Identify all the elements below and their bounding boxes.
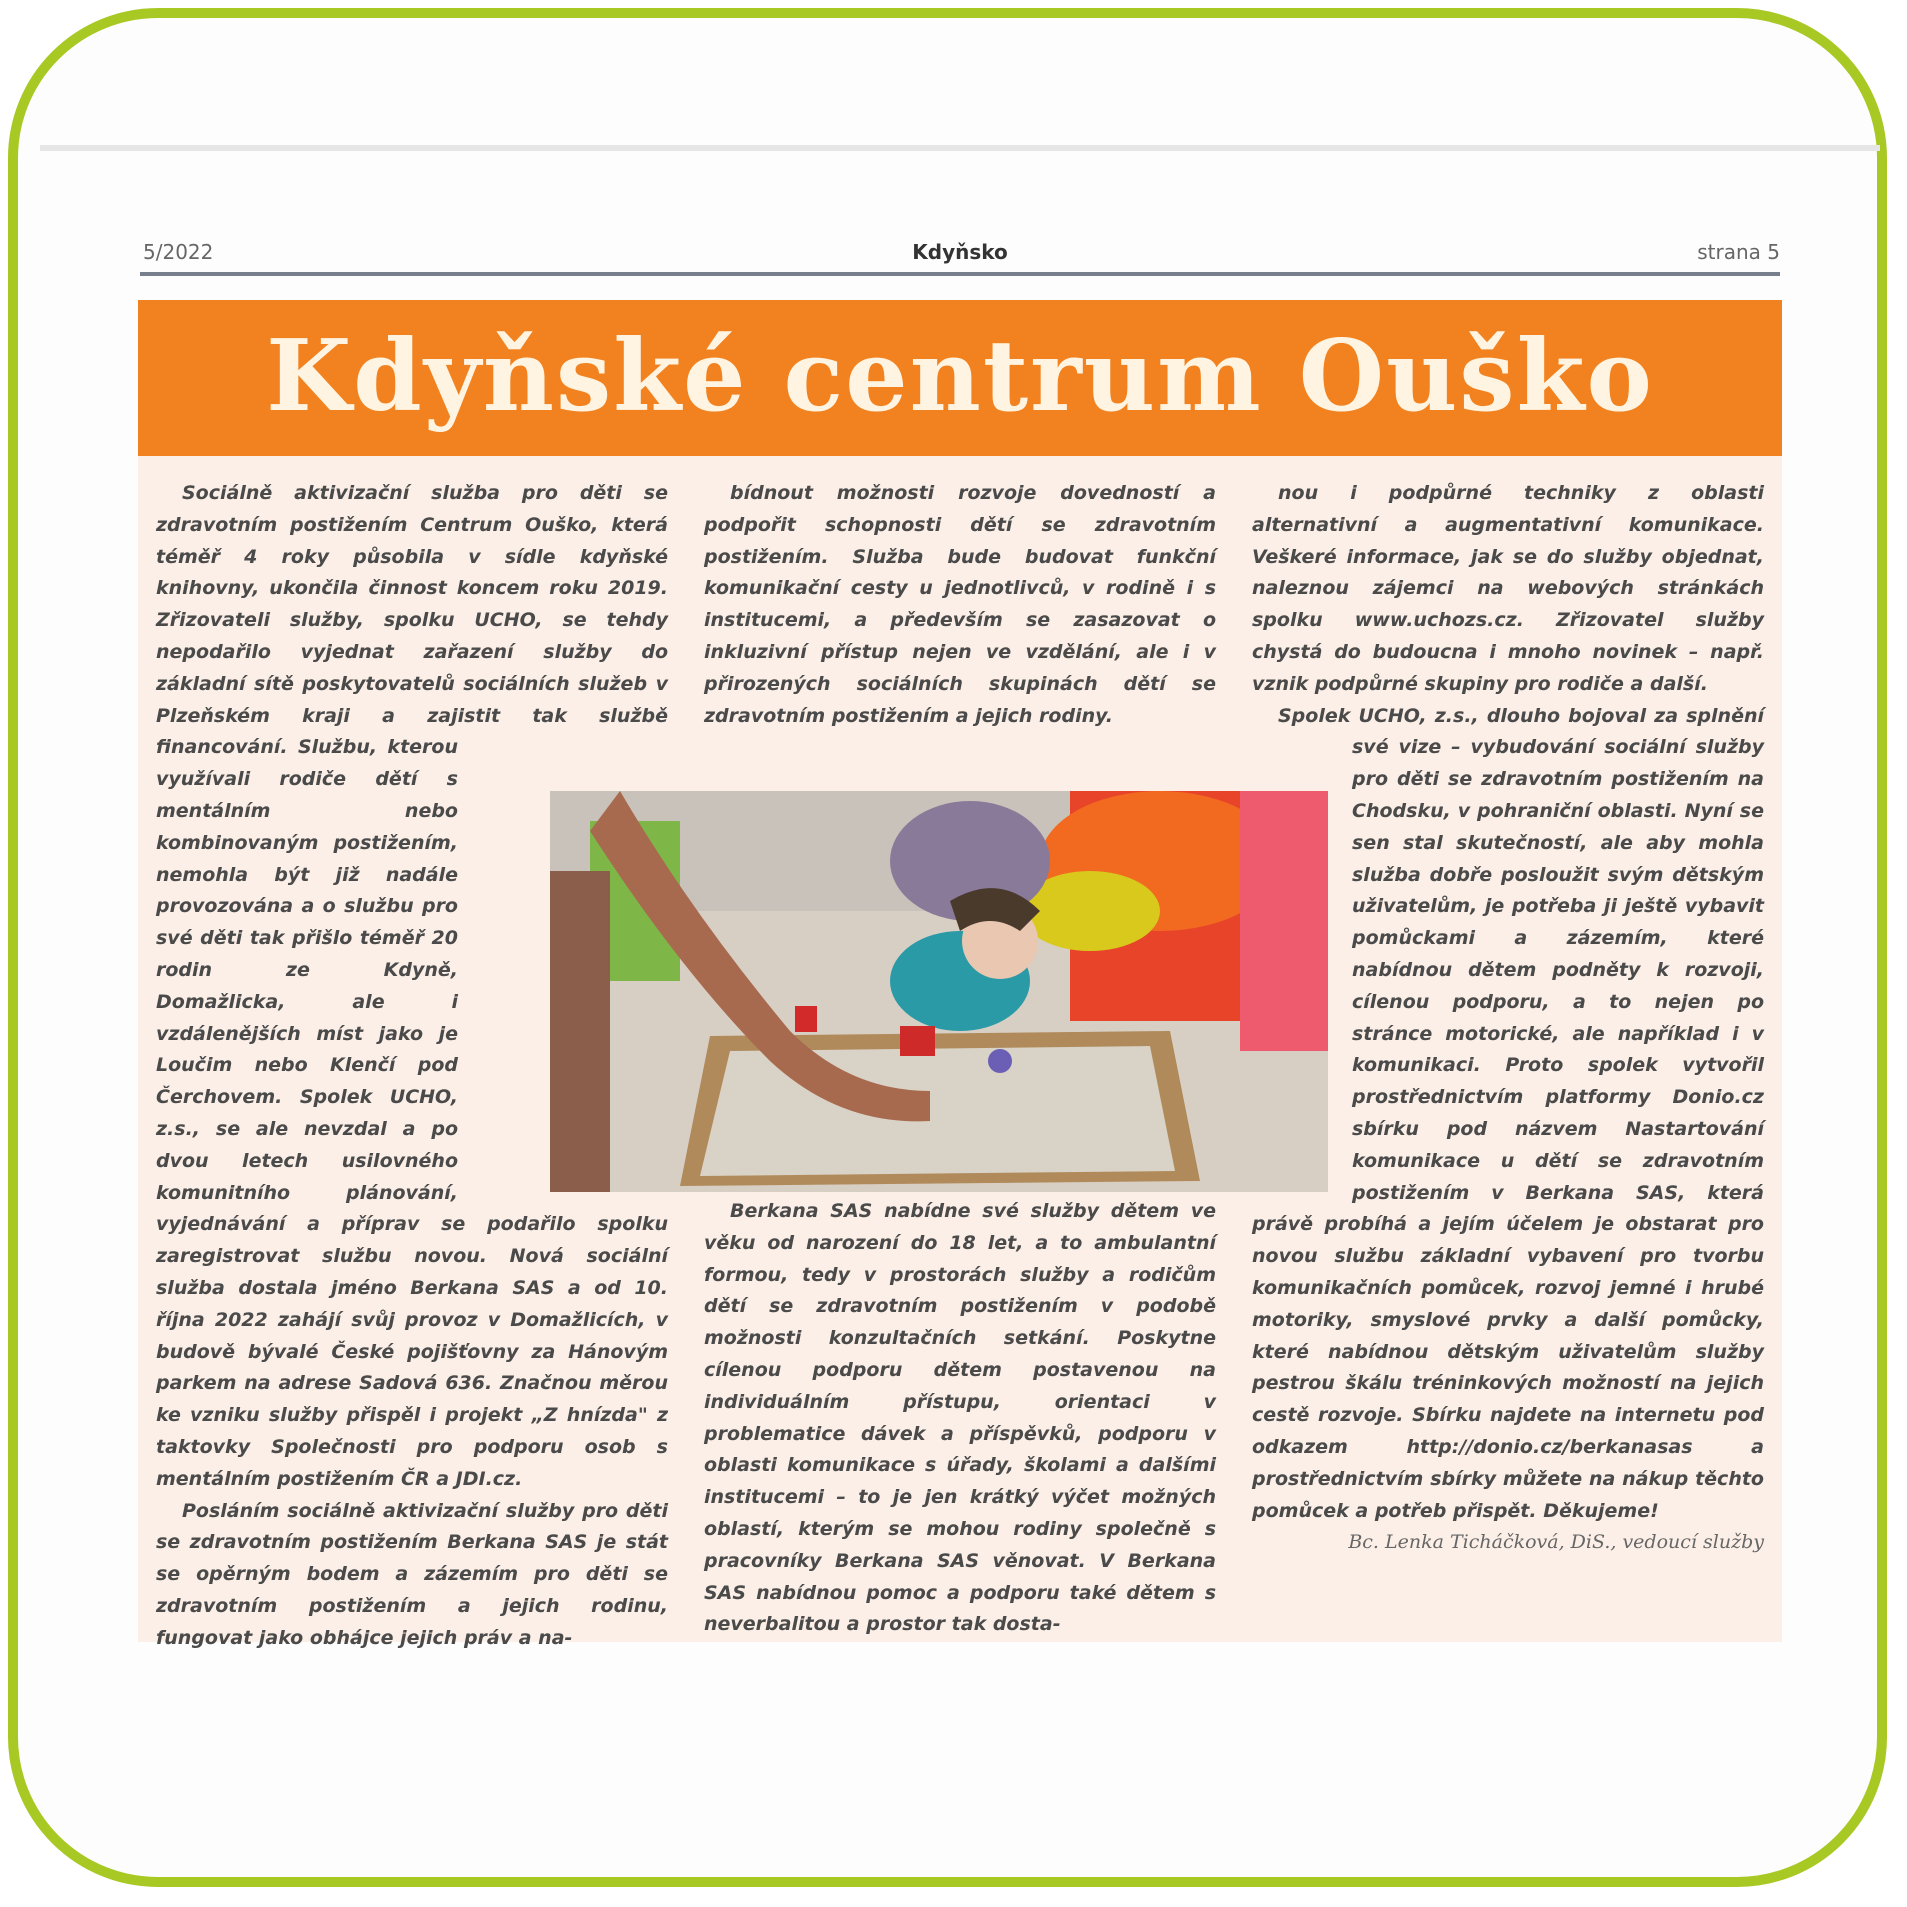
- newspaper-header: [140, 238, 1780, 276]
- paragraph: Spolek UCHO, z.s., dlouho bojoval za splnění své vize – vybudování sociální služby pro děti se zdravotním postižením na Chodsku, v pohraniční oblasti. Nyní se sen stal skutečností, ale aby mohla služba dobře posloužit svým dětským uživatelům, je potřeba ji ještě vybavit pomůckami a zázemím, které nabídnou dětem podněty k rozvoji, cílenou podporu, a to nejen po stránce motorické, ale například i v komunikaci. Proto spolek vytvořil prostřednictvím platformy Donio.cz sbírku pod názvem Nastartování komunikace u dětí se zdravotním postižením v Berkana SAS, která právě probíhá a jejím účelem je obstarat pro novou službu základní vybavení pro tvorbu komunikačních pomůcek, rozvoj jemné i hrubé motoriky, smyslové prvky a další pomůcky, které nabídnou dětským uživatelům služby pestrou škálu tréninkových možností na jejich cestě rozvoje. Sbírku najdete na internetu pod odkazem http://donio.cz/berkanasas a prostřednictvím sbírky můžete na nákup těchto pomůcek a potřeb přispět. Děkujeme!: [1252, 704, 1764, 1522]
- paragraph: Posláním sociálně aktivizační služby pro děti se zdravotním postižením Berkana SAS je stát se opěrným bodem a zázemím pro děti se zdravotním postižením a jejich rodinu, fungovat jako obhájce jejich práv a na-: [156, 1499, 668, 1649]
- paragraph: bídnout možnosti rozvoje dovedností a podpořit schopnosti dětí se zdravotním postižením. Služba bude budovat funkční komunikační cesty u jednotlivců, v rodině i s institucemi, a především se zasazovat o inkluzivní přístup nejen ve vzdělání, ale i v přirozených sociálních skupinách dětí se zdravotním postižením a jejich rodiny.: [704, 482, 1216, 727]
- top-divider: [40, 145, 1880, 151]
- article-column-3: [1252, 478, 1764, 1628]
- paragraph: Sociálně aktivizační služba pro děti se zdravotním postižením Centrum Ouško, která téměř 4 roky působila v sídle kdyňské knihovny, ukončila činnost koncem roku 2019. Zřizovateli služby, spolku UCHO, se tehdy nepodařilo vyjednat zařazení služby do základní sítě poskytovatelů sociálních služeb v Plzeňském kraji a zajistit tak službě financování. Službu, kterou využívali rodiče dětí s mentálním nebo kombinovaným postižením, nemohla být již nadále provozována a o službu pro své děti tak přišlo téměř 20 rodin ze Kdyně, Domažlicka, ale i vzdálenějších míst jako je Loučim nebo Klenčí pod Čerchovem. Spolek UCHO, z.s., se ale nevzdal a po dvou letech usilovného komunitního plánování, vyjednávání a příprav se podařilo spolku zaregistrovat službu novou. Nová sociální služba dostala jméno Berkana SAS a od 10. října 2022 zahájí svůj provoz v Domažlicích, v budově bývalé České pojišťovny za Hánovým parkem na adrese Sadová 636. Značnou měrou ke vzniku služby přispěl i projekt „Z hnízda" z taktovky Společnosti pro podporu osob s mentálním postižením ČR a JDI.cz.: [156, 482, 668, 1490]
- page-number: strana 5: [1697, 240, 1780, 264]
- issue-number: 5/2022: [143, 240, 214, 264]
- paragraph: Berkana SAS nabídne své služby dětem ve věku od narození do 18 let, a to ambulantní formou, tedy v prostorách služby a rodičům dětí se zdravotním postižením v podobě možnosti konzultačních setkání. Poskytne cílenou podporu dětem postavenou na individuálním přístupu, orientaci v problematice dávek a příspěvků, podporu v oblasti komunikace s úřady, školami a dalšími institucemi – to je jen krátký výčet možných oblastí, kterým se mohou rodiny společně s pracovníky Berkana SAS věnovat. V Berkana SAS nabídnou pomoc a podporu také dětem s neverbalitou a prostor tak dosta-: [704, 1200, 1216, 1636]
- article-photo: [550, 791, 1328, 1192]
- paragraph: nou i podpůrné techniky z oblasti alternativní a augmentativní komunikace. Veškeré informace, jak se do služby objednat, naleznou zájemci na webových stránkách spolku www.uchozs.cz. Zřizovatel služby chystá do budoucna i mnoho novinek – např. vznik podpůrné skupiny pro rodiče a další.: [1252, 482, 1764, 695]
- photo-image-icon: [550, 791, 1328, 1192]
- author-signature: Bc. Lenka Ticháčková, DiS., vedoucí služby: [1348, 1531, 1764, 1554]
- newspaper-name: Kdyňsko: [912, 240, 1008, 264]
- article-title: Kdyňské centrum Ouško: [266, 319, 1654, 434]
- title-banner: [138, 300, 1782, 456]
